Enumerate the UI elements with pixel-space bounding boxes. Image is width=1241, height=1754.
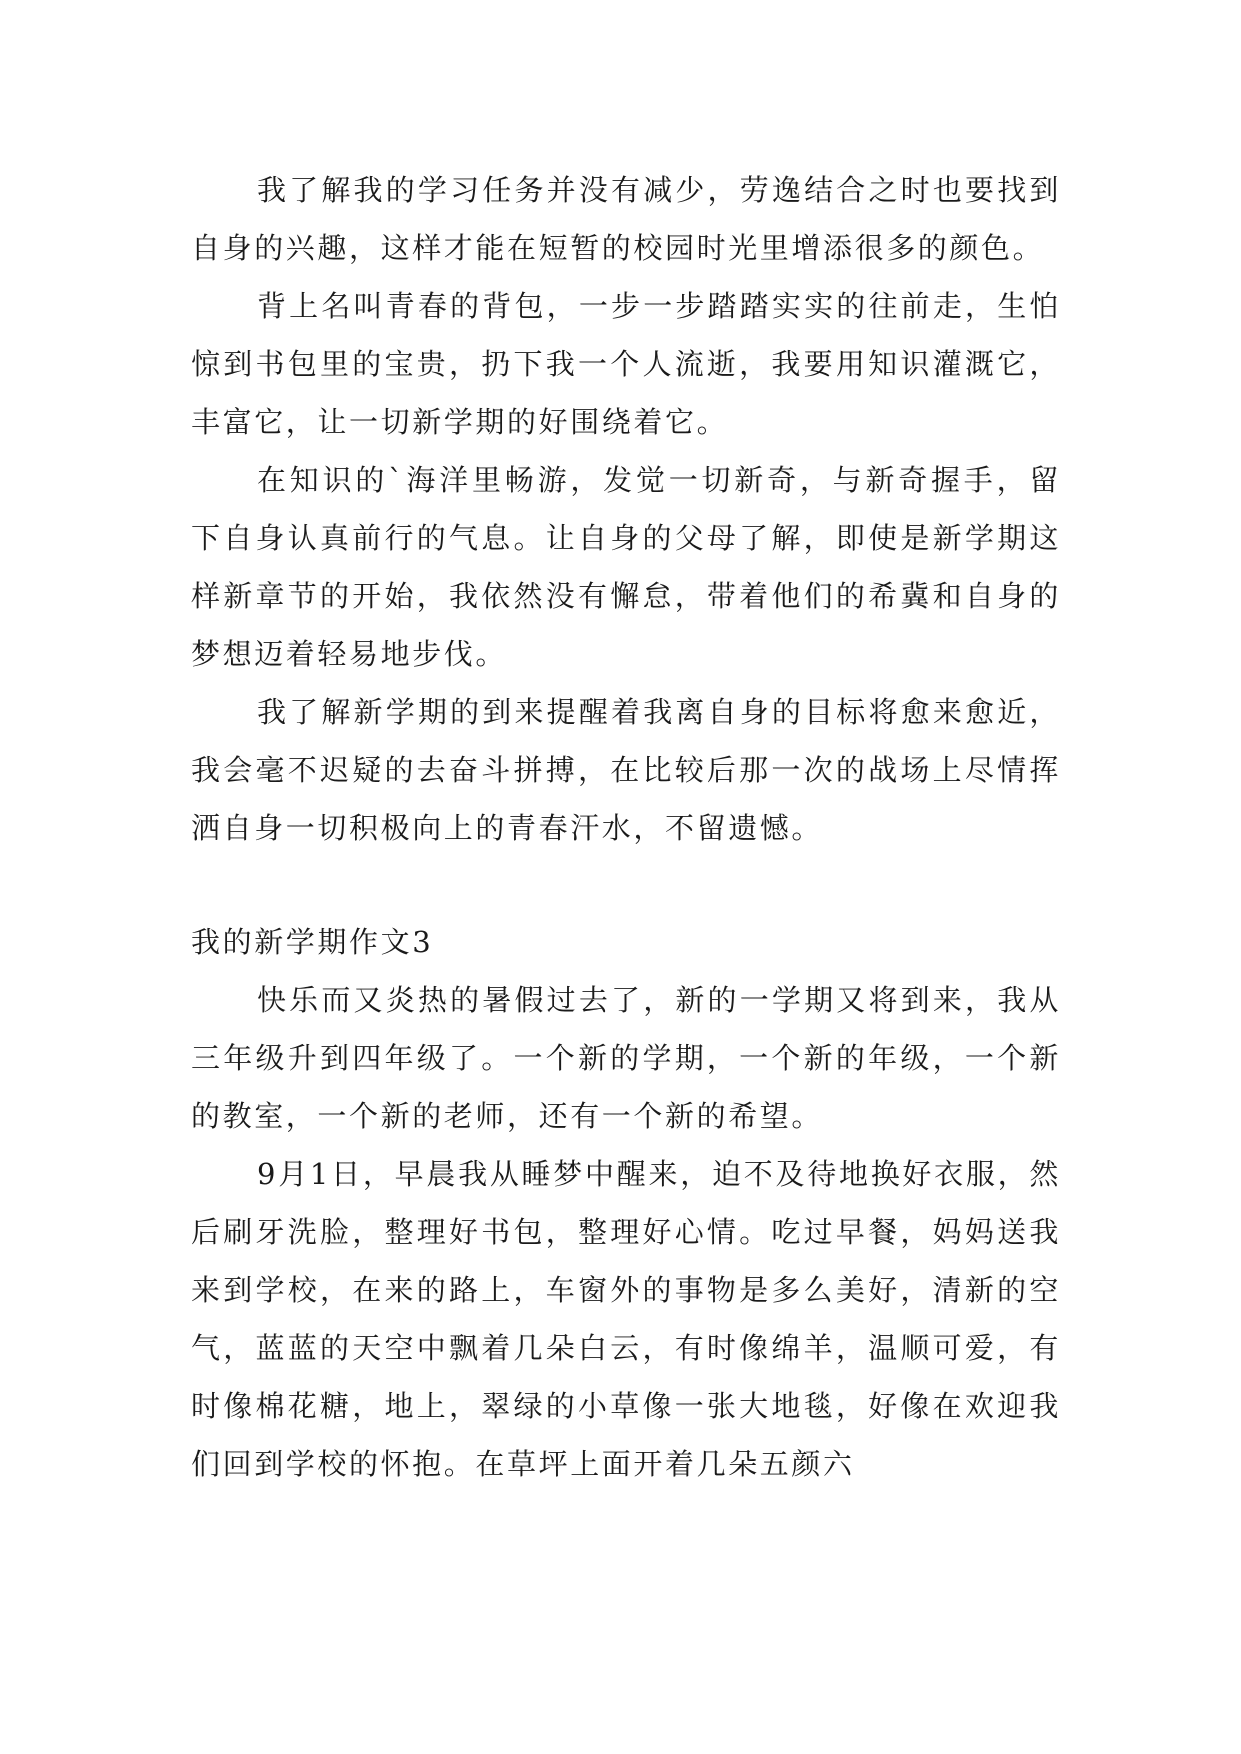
paragraph: 在知识的`海洋里畅游，发觉一切新奇，与新奇握手，留下自身认真前行的气息。让自身的父母了解，即使是新学期这样新章节的开始，我依然没有懈怠，带着他们的希冀和自身的梦想迈着轻易地步伐。 — [191, 463, 1061, 671]
paragraph: 9月1日，早晨我从睡梦中醒来，迫不及待地换好衣服，然后刷牙洗脸，整理好书包，整理好心情。吃过早餐，妈妈送我来到学校，在来的路上，车窗外的事物是多么美好，清新的空气，蓝蓝的天空中飘着几朵白云，有时像绵羊，温顺可爱，有时像棉花糖，地上，翠绿的小草像一张大地毯，好像在欢迎我们回到学校的怀抱。在草坪上面开着几朵五颜六 — [191, 1157, 1061, 1481]
paragraph: 我了解我的学习任务并没有减少，劳逸结合之时也要找到自身的兴趣，这样才能在短暂的校园时光里增添很多的颜色。 — [191, 173, 1061, 265]
paragraph: 我了解新学期的到来提醒着我离自身的目标将愈来愈近，我会毫不迟疑的去奋斗拼搏，在比较后那一次的战场上尽情挥洒自身一切积极向上的青春汗水，不留遗憾。 — [191, 695, 1061, 845]
paragraph: 背上名叫青春的背包，一步一步踏踏实实的往前走，生怕惊到书包里的宝贵，扔下我一个人流逝，我要用知识灌溉它，丰富它，让一切新学期的好围绕着它。 — [191, 289, 1061, 439]
paragraph: 快乐而又炎热的暑假过去了，新的一学期又将到来，我从三年级升到四年级了。一个新的学期，一个新的年级，一个新的教室，一个新的老师，还有一个新的希望。 — [191, 983, 1061, 1133]
section-heading: 我的新学期作文3 — [191, 925, 434, 959]
document-body — [191, 161, 1061, 1493]
